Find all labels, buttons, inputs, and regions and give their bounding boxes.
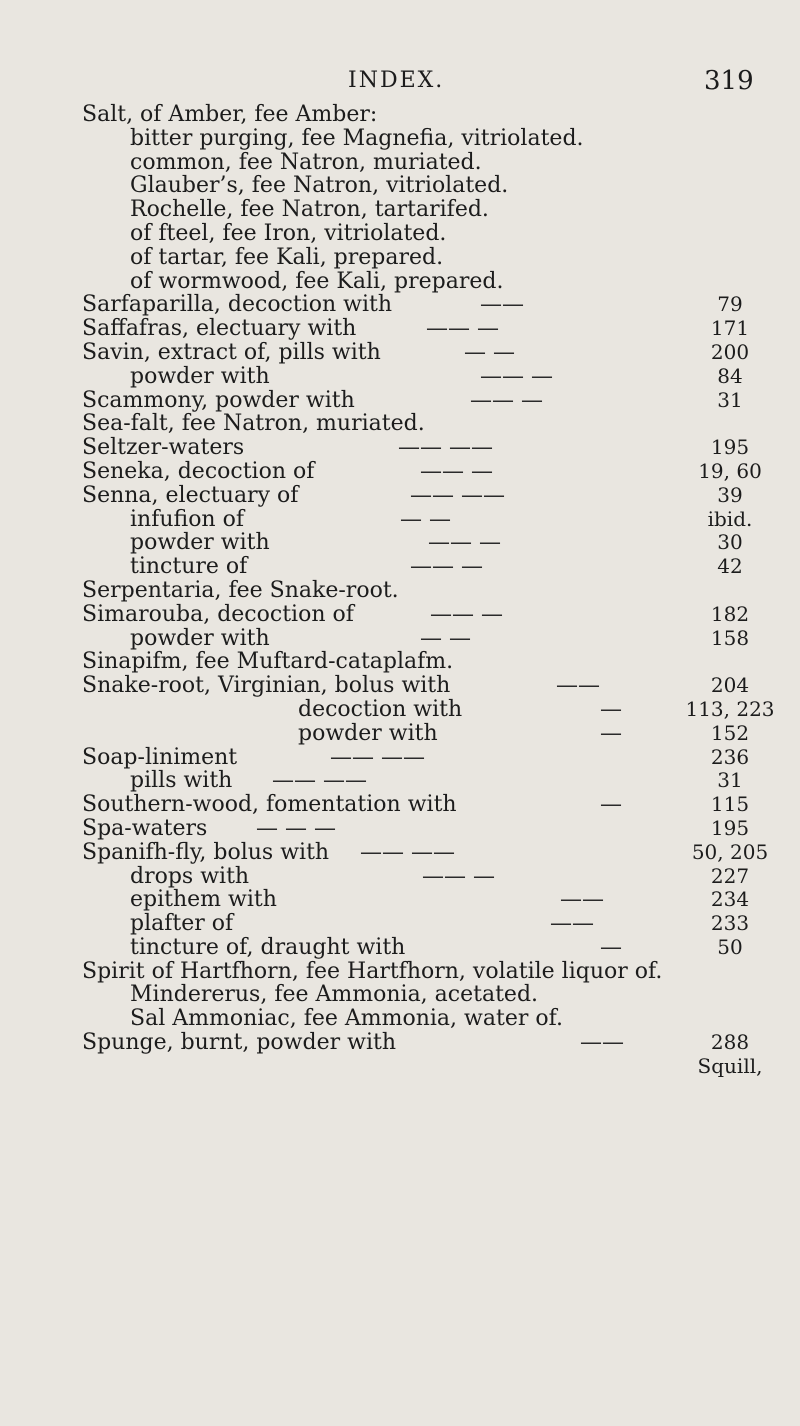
index-entry (0, 841, 800, 865)
index-entry (0, 1007, 800, 1031)
entry-text: Spirit of Hartfhorn, fee Hartfhorn, volatile liquor of. (82, 958, 663, 984)
page-reference: 227 (710, 863, 750, 888)
index-entry (0, 531, 800, 555)
index-entry (0, 198, 800, 222)
entry-text: pills with (130, 768, 233, 794)
entry-text: Simarouba, decoction of (82, 601, 354, 627)
index-entry (0, 698, 800, 722)
leader-dash: —— —— (360, 839, 455, 865)
index-entry (0, 865, 800, 889)
index-entry (0, 627, 800, 651)
entry-text: Glauber’s, fee Natron, vitriolated. (130, 173, 509, 199)
entry-text: powder with (130, 530, 270, 556)
page-reference: 171 (710, 316, 750, 341)
index-entry (0, 222, 800, 246)
index-entry (0, 103, 800, 127)
page-reference: 204 (710, 673, 750, 698)
page-reference: 200 (710, 339, 750, 364)
entry-text: Seneka, decoction of (82, 458, 315, 484)
leader-dash: —— — (480, 363, 553, 389)
running-title: INDEX. (348, 68, 445, 93)
leader-dash: —— (480, 292, 524, 318)
page-reference: 31 (717, 768, 743, 793)
index-entry (0, 436, 800, 460)
index-entry (0, 412, 800, 436)
page-reference: 158 (710, 625, 750, 650)
leader-dash: —— — (426, 316, 499, 342)
index-entry (0, 817, 800, 841)
index-entry (0, 912, 800, 936)
entry-text: epithem with (130, 887, 277, 913)
page-reference: 195 (710, 435, 750, 460)
index-entry (0, 317, 800, 341)
index-entry (0, 769, 800, 793)
index-entries (0, 103, 800, 1079)
entry-text: powder with (130, 625, 270, 651)
page-reference: 234 (710, 887, 750, 912)
entry-text: plafter of (130, 911, 234, 937)
leader-dash: —— — (428, 530, 501, 556)
page-reference: 236 (710, 744, 750, 769)
index-entry (0, 793, 800, 817)
index-entry (0, 888, 800, 912)
leader-dash: —— — (420, 458, 493, 484)
index-entry (0, 650, 800, 674)
entry-text: powder with (130, 363, 270, 389)
entry-text: Senna, electuary of (82, 482, 299, 508)
index-entry (0, 293, 800, 317)
page-header (0, 62, 800, 102)
entry-text: Sarfaparilla, decoction with (82, 292, 393, 318)
leader-dash: —— (580, 1030, 624, 1056)
page-reference: 79 (717, 292, 743, 317)
leader-dash: — — — (256, 815, 336, 841)
index-entry (0, 1055, 800, 1079)
leader-dash: —— —— (330, 744, 425, 770)
leader-dash: —— —— (272, 768, 367, 794)
entry-text: Savin, extract of, pills with (82, 339, 381, 365)
leader-dash: — — (464, 339, 515, 365)
index-entry (0, 674, 800, 698)
index-entry (0, 270, 800, 294)
page-reference: 84 (717, 363, 743, 388)
entry-text: Serpentaria, fee Snake-root. (82, 577, 399, 603)
entry-text: Seltzer-waters (82, 435, 245, 461)
entry-text: Snake-root, Virginian, bolus with (82, 673, 451, 699)
entry-text: bitter purging, fee Magnefia, vitriolated. (130, 125, 584, 151)
leader-dash: — (600, 792, 622, 818)
page-reference: 288 (710, 1030, 750, 1055)
page-reference: ibid. (707, 506, 753, 531)
page-reference: 113, 223 (685, 696, 775, 721)
entry-text: Spa-waters (82, 815, 208, 841)
leader-dash: — (600, 720, 622, 746)
index-entry (0, 127, 800, 151)
page-reference: 31 (717, 387, 743, 412)
page-reference: 182 (710, 601, 750, 626)
page-reference: 30 (717, 530, 743, 555)
index-entry (0, 365, 800, 389)
entry-text: Sal Ammoniac, fee Ammonia, water of. (130, 1006, 563, 1032)
index-entry (0, 579, 800, 603)
entry-text: decoction with (298, 696, 463, 722)
index-entry (0, 389, 800, 413)
entry-text: Southern-wood, fomentation with (82, 792, 457, 818)
index-entry (0, 151, 800, 175)
catchword: Squill, (697, 1053, 763, 1078)
index-entry (0, 246, 800, 270)
index-entry (0, 746, 800, 770)
entry-text: Spunge, burnt, powder with (82, 1030, 396, 1056)
leader-dash: — — (420, 625, 471, 651)
page-reference: 50 (717, 934, 743, 959)
entry-text: Scammony, powder with (82, 387, 355, 413)
entry-text: tincture of (130, 554, 248, 580)
page-reference: 115 (710, 792, 750, 817)
index-entry (0, 460, 800, 484)
leader-dash: — (600, 696, 622, 722)
page-reference: 233 (710, 911, 750, 936)
leader-dash: —— (560, 887, 604, 913)
page-reference: 19, 60 (698, 458, 762, 483)
index-entry (0, 1031, 800, 1055)
index-entry (0, 174, 800, 198)
entry-text: drops with (130, 863, 250, 889)
index-entry (0, 484, 800, 508)
entry-text: tincture of, draught with (130, 934, 406, 960)
page-number: 319 (704, 66, 754, 96)
leader-dash: — (600, 934, 622, 960)
entry-text: powder with (298, 720, 438, 746)
entry-text: Spanifh-fly, bolus with (82, 839, 330, 865)
page-reference: 42 (717, 554, 743, 579)
entry-text: Sinapifm, fee Muftard-cataplafm. (82, 649, 454, 675)
leader-dash: —— —— (410, 482, 505, 508)
page-reference: 152 (710, 720, 750, 745)
entry-text: of tartar, fee Kali, prepared. (130, 244, 444, 270)
leader-dash: —— — (470, 387, 543, 413)
page-reference: 195 (710, 815, 750, 840)
page-reference: 39 (717, 482, 743, 507)
index-entry (0, 983, 800, 1007)
index-entry (0, 936, 800, 960)
leader-dash: —— — (410, 554, 483, 580)
index-entry (0, 508, 800, 532)
entry-text: of fteel, fee Iron, vitriolated. (130, 220, 447, 246)
leader-dash: —— — (422, 863, 495, 889)
entry-text: infufion of (130, 506, 244, 532)
entry-text: Saffafras, electuary with (82, 316, 357, 342)
leader-dash: —— (550, 911, 594, 937)
leader-dash: — — (400, 506, 451, 532)
page-reference: 50, 205 (691, 839, 769, 864)
entry-text: Mindererus, fee Ammonia, acetated. (130, 982, 539, 1008)
leader-dash: —— (556, 673, 600, 699)
entry-text: Soap-liniment (82, 744, 238, 770)
entry-text: common, fee Natron, muriated. (130, 149, 482, 175)
entry-text: Sea-falt, fee Natron, muriated. (82, 411, 425, 437)
index-entry (0, 603, 800, 627)
index-entry (0, 555, 800, 579)
index-entry (0, 722, 800, 746)
index-entry (0, 341, 800, 365)
entry-text: Salt, of Amber, fee Amber: (82, 102, 378, 127)
leader-dash: —— — (430, 601, 503, 627)
entry-text: Rochelle, fee Natron, tartarifed. (130, 197, 489, 223)
leader-dash: —— —— (398, 435, 493, 461)
index-entry (0, 960, 800, 984)
entry-text: of wormwood, fee Kali, prepared. (130, 268, 504, 294)
